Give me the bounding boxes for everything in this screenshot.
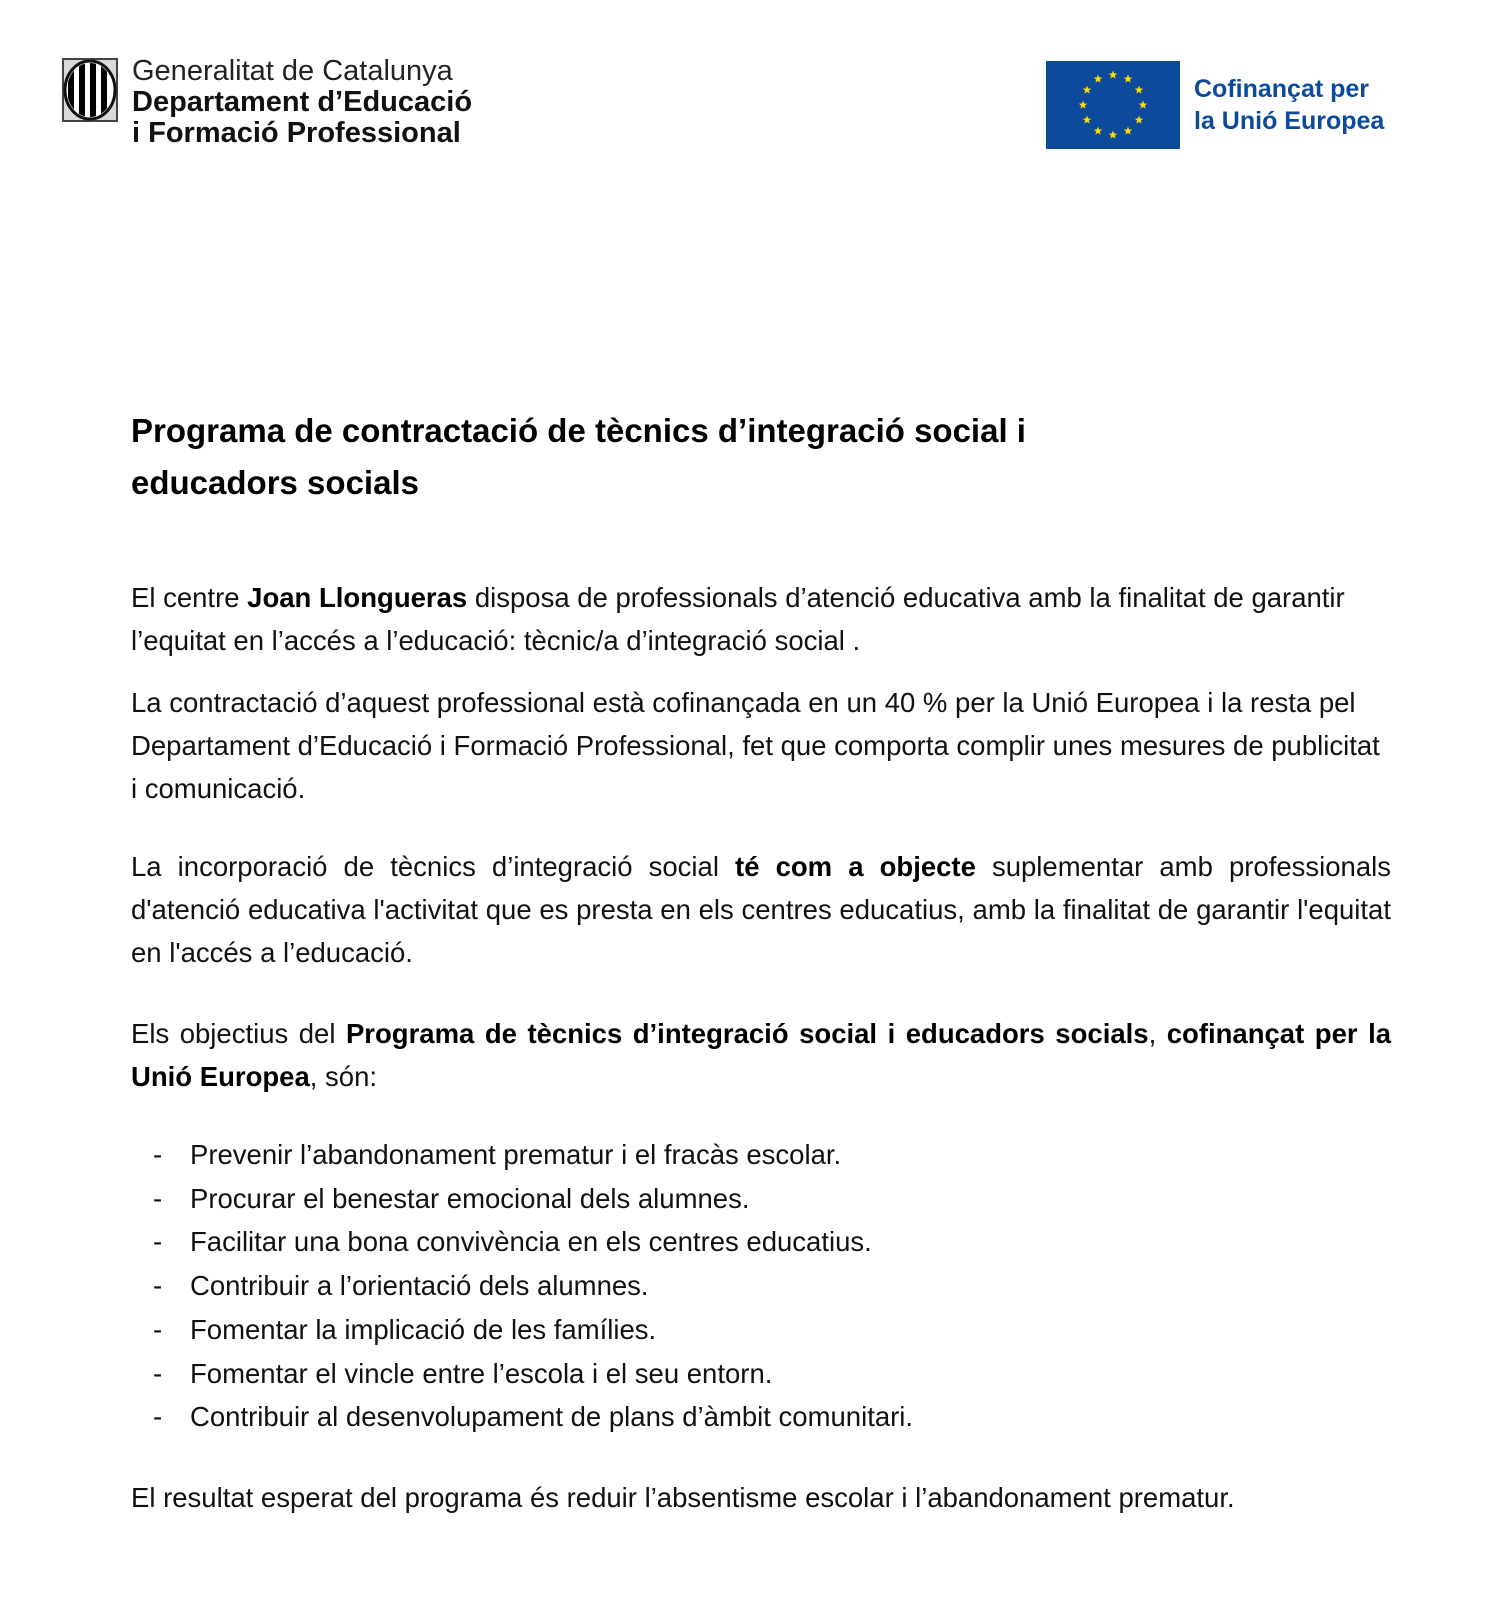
list-item-text: Prevenir l’abandonament prematur i el fracàs escolar. [190, 1139, 842, 1170]
eu-text-line2: la Unió Europea [1194, 107, 1385, 135]
list-item-text: Contribuir a l’orientació dels alumnes. [190, 1270, 649, 1302]
list-item [131, 1220, 1391, 1264]
paragraph-cofinancing: La contractació d’aquest professional està cofinançada en un 40 % per la Unió Europea i la resta pel Departament d’Educació i Formació Professional, fet que comporta complir unes mesures de publicitat i comunicació. [131, 687, 1380, 804]
text: , són: [309, 1061, 378, 1092]
eu-cofinancing-logo [1046, 61, 1384, 149]
eu-star-icon [1083, 86, 1092, 94]
list-item [131, 1264, 1391, 1308]
catalonia-emblem-icon [62, 58, 118, 122]
bullet-dash: - [153, 1313, 163, 1345]
bullet-dash: - [153, 1182, 163, 1214]
generalitat-logo [62, 56, 472, 149]
list-item-text: Procurar el benestar emocional dels alumnes. [190, 1182, 750, 1214]
eu-star-icon [1139, 101, 1148, 109]
purpose-emphasis: té com a objecte [735, 851, 976, 882]
list-item-text: Facilitar una bona convivència en els centres educatius. [190, 1226, 872, 1258]
list-item [131, 1177, 1391, 1221]
list-item-text: Fomentar el vincle entre l’escola i el seu entorn. [190, 1357, 773, 1389]
paragraph-expected-result: El resultat esperat del programa és reduir l’absentisme escolar i l’abandonament prematur. [131, 1482, 1235, 1513]
objectives-list [131, 1133, 1391, 1439]
eu-star-icon [1094, 75, 1103, 83]
list-item [131, 1133, 1391, 1177]
text: disposa de professionals d’atenció educativa amb la finalitat de garantir l’equitat en l’accés a l’educació: tècnic/a d’integració social . [131, 582, 1345, 656]
cofinancing-emphasis: cofinançat per la Unió Europea [131, 1018, 1392, 1092]
eu-star-icon [1109, 131, 1118, 139]
bullet-dash: - [153, 1226, 163, 1258]
eu-text-line1: Cofinançat per [1194, 75, 1370, 103]
eu-star-icon [1135, 86, 1144, 94]
generalitat-name: Generalitat de Catalunya [132, 55, 453, 87]
text: El centre [131, 582, 248, 613]
document-title [131, 405, 1391, 509]
school-name: Joan Llongueras [247, 582, 468, 613]
department-name-line1: Departament d’Educació [132, 86, 473, 118]
bullet-dash: - [153, 1401, 163, 1433]
eu-flag-icon [1046, 61, 1180, 149]
department-name-line2: i Formació Professional [132, 117, 461, 149]
program-name: Programa de tècnics d’integració social i educadors socials [345, 1018, 1149, 1049]
eu-star-icon [1124, 75, 1133, 83]
paragraph-centre-intro [131, 576, 1391, 662]
eu-star-icon [1135, 116, 1144, 124]
list-item-text: Contribuir al desenvolupament de plans d’àmbit comunitari. [190, 1401, 914, 1433]
paragraph-objectives-intro [131, 1012, 1391, 1098]
text: La incorporació de tècnics d’integració social [131, 851, 736, 882]
list-item [131, 1395, 1391, 1439]
list-item [131, 1352, 1391, 1396]
bullet-dash: - [153, 1270, 163, 1302]
list-item [131, 1308, 1391, 1352]
bullet-dash: - [153, 1357, 163, 1389]
eu-star-icon [1109, 71, 1118, 79]
eu-star-icon [1094, 126, 1103, 134]
text: suplementar amb professionals d'atenció educativa l'activitat que es presta en els centres educatius, amb la finalitat de garantir l'equitat en l'accés a l’educació. [131, 851, 1391, 968]
text: Els objectius del [131, 1018, 346, 1049]
eu-star-icon [1083, 116, 1092, 124]
text: , [1148, 1018, 1167, 1049]
eu-star-icon [1124, 126, 1133, 134]
paragraph-purpose [131, 845, 1391, 974]
title-line-1: Programa de contractació de tècnics d’integració social i [131, 412, 1026, 449]
list-item-text: Fomentar la implicació de les famílies. [190, 1313, 657, 1345]
bullet-dash: - [153, 1139, 163, 1170]
eu-star-icon [1079, 101, 1088, 109]
title-line-2: educadors socials [131, 464, 419, 501]
